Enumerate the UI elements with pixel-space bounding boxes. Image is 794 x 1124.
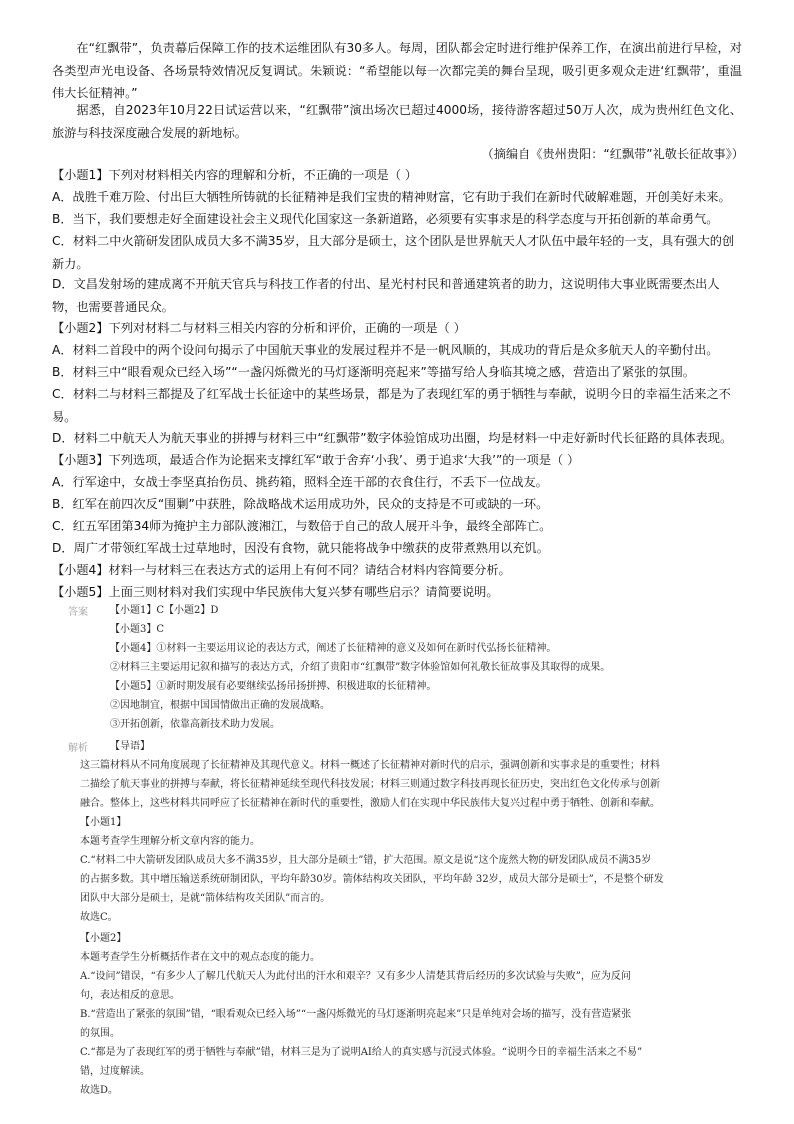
question-3-option-b: B．红军在前四次反“围剿”中获胜，除战略战术运用成功外，民众的支持是不可或缺的一环。 bbox=[52, 497, 549, 511]
analysis-line: 本题考查学生理解分析文章内容的能力。 bbox=[80, 836, 260, 847]
analysis-line: 团队中大部分是硕士，是就“箭体结构攻关团队”而言的。 bbox=[80, 893, 331, 904]
analysis-line: 【小题1】 bbox=[80, 817, 127, 828]
question-1-option-d: D．文昌发射场的建成离不开航天官兵与科技工作者的付出、星光村村民和普通建筑者的助力，这说明伟大事业既需要杰出人物，也需要普通民众。 bbox=[52, 277, 720, 314]
question-2-option-a: A．材料二首段中的两个设问句揭示了中国航天事业的发展过程并不是一帆风顺的，其成功的背后是众多航天人的辛勤付出。 bbox=[52, 343, 719, 357]
material-source: （摘编自《贵州贵阳：“红飘带”礼敬长征故事》） bbox=[481, 147, 744, 161]
question-5: 【小题5】上面三则材料对我们实现中华民族伟大复兴梦有哪些启示？请简要说明。 bbox=[52, 585, 499, 599]
question-3-option-d: D．周广才带领红军战士过草地时，因没有食物，就只能将战争中缴获的皮带煮熟用以充饥。 bbox=[52, 541, 549, 555]
answer-line: ②材料三主要运用记叙和描写的表达方式，介绍了贵阳市“红飘带”数字体验馆如何礼敬长征故事及其取得的成果。 bbox=[110, 662, 611, 673]
question-3-option-c: C．红五军团第34师为掩护主力部队渡湘江，与数倍于自己的敌人展开斗争，最终全部阵亡。 bbox=[52, 519, 552, 533]
question-2-option-c: C．材料二与材料三都提及了红军战士长征途中的某些场景，都是为了表现红军的勇于牺牲与奉献，说明今日的幸福生活来之不易。 bbox=[52, 387, 731, 424]
answer-line: 【小题4】①材料一主要运用议论的表达方式，阐述了长征精神的意义及如何在新时代弘扬长征精神。 bbox=[110, 643, 557, 654]
analysis-line: C.“都是为了表现红军的勇于牺牲与奉献”错，材料三是为了说明AI给人的真实感与沉浸式体验。“说明今日的幸福生活来之不易” bbox=[80, 1047, 643, 1058]
answer-line: 【小题1】C【小题2】D bbox=[110, 605, 219, 616]
analysis-line: 这三篇材料从不同角度展现了长征精神及其现代意义。材料一概述了长征精神对新时代的启示，强调创新和实事求是的重要性；材料 bbox=[80, 760, 660, 771]
question-3-option-a: A．行军途中，女战士李坚真抬伤员、挑药箱，照料全连干部的衣食住行，不丢下一位战友。 bbox=[52, 475, 548, 489]
analysis-line: B.“营造出了紧张的氛围”错，“眼看观众已经入场”“一盏闪烁微光的马灯逐渐明亮起来”只是单纯对会场的描写，没有营造紧张 bbox=[80, 1009, 632, 1020]
answer-tag: 答案 bbox=[68, 607, 88, 618]
analysis-line: 本题考查学生分析概括作者在文中的观点态度的能力。 bbox=[80, 952, 320, 963]
material-paragraph-1: 在“红飘带”，负责幕后保障工作的技术运维团队有30多人。每周，团队都会定时进行维护保养工作，在演出前进行早检，对各类型声光电设备、各场景特效情况反复调试。朱颖说：“希望能以每一次都完美的舞台呈现，吸引更多观众走进‘红飘带’，重温伟大长征精神。” bbox=[52, 41, 742, 100]
question-2-option-b: B．材料三中“眼看观众已经入场”“一盏闪烁微光的马灯逐渐明亮起来”等描写给人身临其境之感，营造出了紧张的氛围。 bbox=[52, 365, 695, 379]
material-paragraph-2: 据悉，自2023年10月22日试运营以来，“红飘带”演出场次已超过4000场，接待游客超过50万人次，成为贵州红色文化、旅游与科技深度融合发展的新地标。 bbox=[52, 103, 742, 140]
analysis-line: 句，表达相反的意思。 bbox=[80, 990, 180, 1001]
analysis-line: 【导语】 bbox=[110, 741, 150, 752]
answer-line: 【小题5】①新时期发展有必要继续弘扬吊扬拼搏、积极进取的长征精神。 bbox=[110, 681, 437, 692]
answer-line: ③开拓创新，依靠高新技术助力发展。 bbox=[110, 719, 280, 730]
question-1-option-b: B．当下，我们要想走好全面建设社会主义现代化国家这一条新道路，必须要有实事求是的科学态度与开拓创新的革命勇气。 bbox=[52, 212, 719, 226]
question-2-stem: 【小题2】下列对材料二与材料三相关内容的分析和评价，正确的一项是（ ） bbox=[52, 321, 466, 335]
question-1-stem: 【小题1】下列对材料相关内容的理解和分析，不正确的一项是（ ） bbox=[52, 168, 418, 182]
analysis-line: 融合。整体上，这些材料共同呼应了长征精神在新时代的重要性，激励人们在实现中华民族伟大复兴过程中勇于牺牲、创新和奉献。 bbox=[80, 798, 660, 809]
analysis-line: 的占据多数。其中增压输送系统研制团队，平均年龄30岁。箭体结构攻关团队，平均年龄 32岁，成员大部分是硕士”，不是整个研发 bbox=[80, 874, 664, 885]
answer-line: 【小题3】C bbox=[110, 624, 165, 635]
question-3-stem: 【小题3】下列选项，最适合作为论据来支撑红军“敢于舍弃‘小我’、勇于追求‘大我’”的一项是（ ） bbox=[52, 453, 580, 467]
question-4: 【小题4】材料一与材料三在表达方式的运用上有何不同？请结合材料内容简要分析。 bbox=[52, 563, 511, 577]
analysis-line: 【小题2】 bbox=[80, 933, 127, 944]
analysis-line: 二描绘了航天事业的拼搏与奉献，将长征精神延续至现代科技发展；材料三则通过数字科技再现长征历史，突出红色文化传承与创新 bbox=[80, 779, 660, 790]
analysis-line: 故选D。 bbox=[80, 1085, 119, 1096]
question-1-option-a: A．战胜千难万险、付出巨大牺牲所铸就的长征精神是我们宝贵的精神财富，它有助于我们在新时代破解难题，开创美好未来。 bbox=[52, 190, 731, 204]
question-2-option-d: D．材料二中航天人为航天事业的拼搏与材料三中“红飘带”数字体验馆成功出圈，均是材料一中走好新时代长征路的具体表现。 bbox=[52, 431, 733, 445]
analysis-line: 的氛围。 bbox=[80, 1028, 120, 1039]
analysis-line: 故选C。 bbox=[80, 912, 118, 923]
analysis-line: 错，过度解读。 bbox=[80, 1066, 150, 1077]
analysis-tag: 解析 bbox=[68, 743, 88, 754]
answer-line: ②因地制宜，根据中国国情做出正确的发展战略。 bbox=[110, 700, 330, 711]
analysis-line: C.“材料二中大箭研发团队成员大多不满35岁，且大部分是硕士”错，扩大范围。原文是说“这个庞然大物的研发团队成员不满35岁 bbox=[80, 855, 652, 866]
analysis-line: A.“设问”错误，“有多少人了解几代航天人为此付出的汗水和艰辛？又有多少人清楚其背后经历的多次试验与失败”，应为反问 bbox=[80, 971, 631, 982]
question-1-option-c: C．材料二中火箭研发团队成员大多不满35岁，且大部分是硕士，这个团队是世界航天人才队伍中最年轻的一支，具有强大的创新力。 bbox=[52, 234, 735, 271]
